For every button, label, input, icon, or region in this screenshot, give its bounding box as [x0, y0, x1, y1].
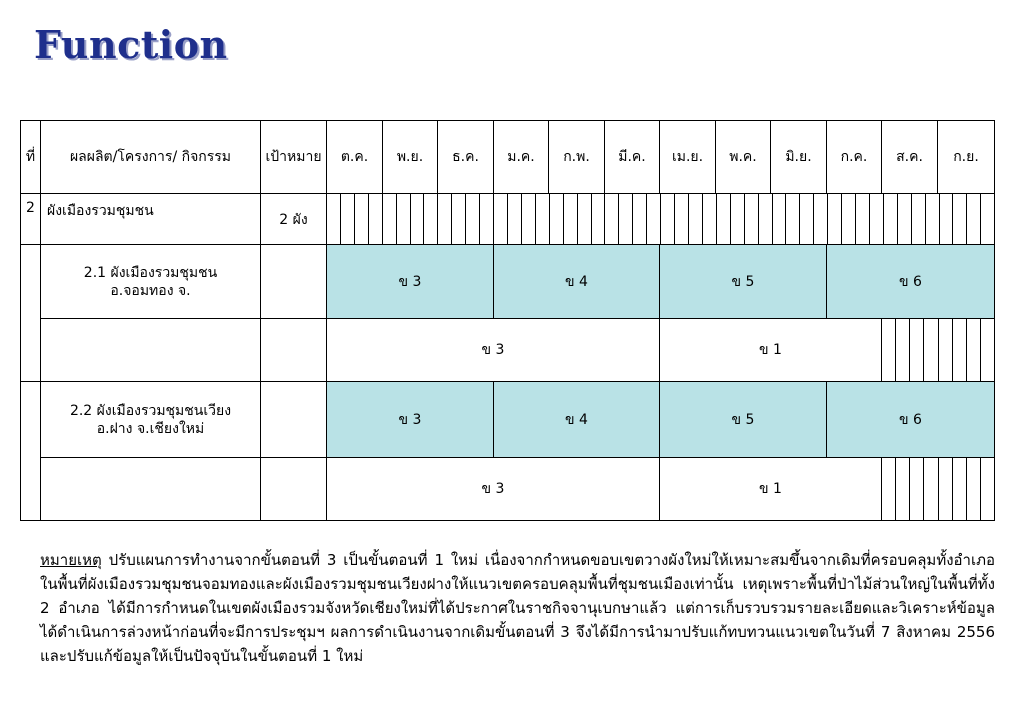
header-month: ธ.ค. — [438, 121, 494, 194]
item-actual-row — [21, 458, 995, 521]
actual-step: ข 3 — [327, 458, 660, 521]
header-target: เป้าหมาย — [261, 121, 327, 194]
group-row — [21, 194, 995, 245]
item-task — [41, 382, 261, 458]
group-timeline — [327, 194, 995, 245]
item-task-line2: อ.ฝาง จ.เชียงใหม่ — [96, 420, 205, 437]
plan-step: ข 5 — [660, 245, 827, 319]
item-no-cell — [21, 245, 41, 382]
actual-step: ข 1 — [660, 319, 882, 382]
header-month: มี.ค. — [605, 121, 660, 194]
group-no: 2 — [21, 194, 41, 245]
item-target — [261, 245, 327, 319]
header-month: ก.พ. — [549, 121, 605, 194]
group-target: 2 ผัง — [261, 194, 327, 245]
timeline-ticks — [882, 319, 994, 381]
header-month: ส.ค. — [882, 121, 938, 194]
header-month: พ.ย. — [383, 121, 438, 194]
item-target-empty — [261, 458, 327, 521]
item-plan-row — [21, 382, 995, 458]
item-task-line1: 2.1 ผังเมืองรวมชุมชน — [83, 264, 218, 281]
item-target — [261, 382, 327, 458]
header-task: ผลผลิต/โครงการ/ กิจกรรม — [41, 121, 261, 194]
header-month: ก.ค. — [827, 121, 882, 194]
item-no-cell — [21, 382, 41, 521]
header-month: เม.ย. — [660, 121, 716, 194]
header-month: ม.ค. — [494, 121, 549, 194]
group-name: ผังเมืองรวมชุมชน — [41, 194, 261, 245]
item-task — [41, 245, 261, 319]
plan-step: ข 4 — [494, 245, 660, 319]
header-month: มิ.ย. — [771, 121, 827, 194]
item-task-line1: 2.2 ผังเมืองรวมชุมชนเวียง — [69, 402, 232, 419]
project-schedule-table — [20, 120, 995, 521]
plan-step: ข 3 — [327, 245, 494, 319]
item-plan-row — [21, 245, 995, 319]
item-actual-row — [21, 319, 995, 382]
actual-step: ข 3 — [327, 319, 660, 382]
remark-text: ปรับแผนการทำงานจากขั้นตอนที่ 3 เป็นขั้นตอนที่ 1 ใหม่ เนื่องจากกำหนดขอบเขตวางผังใหม่ให้เหมาะสมขึ้นจากเดิมที่ครอบคลุมทั้งอำเภอในพื้นที่ผังเมืองรวมชุมชนจอมทองและผังเมืองรวมชุมชนเวียงฝางให้แนวเขตครอบคลุมพื้นที่ชุมชนเมืองเท่านั้น เหตุเพราะพื้นที่ป่าไม้ส่วนใหญ่ในพื้นที่ทั้ง 2 อำเภอ ได้มีการกำหนดในเขตผังเมืองรวมจังหวัดเชียงใหม่ที่ได้ประกาศในราชกิจจานุเบกษาแล้ว แต่การเก็บรวบรวมรายละเอียดและวิเคราะห์ข้อมูล ได้ดำเนินการล่วงหน้าก่อนที่จะมีการประชุมฯ ผลการดำเนินงานจากเดิมขั้นตอนที่ 3 จึงได้มีการนำมาปรับแก้ทบทวนแนวเขตในวันที่ 7 สิงหาคม 2556 และปรับแก้ข้อมูลให้เป็นปัจจุบันในขั้นตอนที่ 1 ใหม่ — [40, 551, 995, 665]
actual-remaining — [882, 319, 995, 382]
header-month: ต.ค. — [327, 121, 383, 194]
plan-step: ข 6 — [827, 382, 995, 458]
timeline-ticks — [327, 194, 994, 244]
header-row — [21, 121, 995, 194]
remark-label: หมายเหตุ — [40, 551, 102, 569]
item-target-empty — [261, 319, 327, 382]
plan-step: ข 6 — [827, 245, 995, 319]
item-task-line2: อ.จอมทอง จ. — [110, 282, 191, 299]
actual-step: ข 1 — [660, 458, 882, 521]
item-task-empty — [41, 319, 261, 382]
plan-step: ข 5 — [660, 382, 827, 458]
remark-paragraph — [40, 548, 995, 668]
plan-step: ข 3 — [327, 382, 494, 458]
page-title: Function — [34, 22, 228, 67]
item-task-empty — [41, 458, 261, 521]
header-month: พ.ค. — [716, 121, 771, 194]
header-month: ก.ย. — [938, 121, 995, 194]
header-no: ที่ — [21, 121, 41, 194]
actual-remaining — [882, 458, 995, 521]
plan-step: ข 4 — [494, 382, 660, 458]
timeline-ticks — [882, 458, 994, 520]
